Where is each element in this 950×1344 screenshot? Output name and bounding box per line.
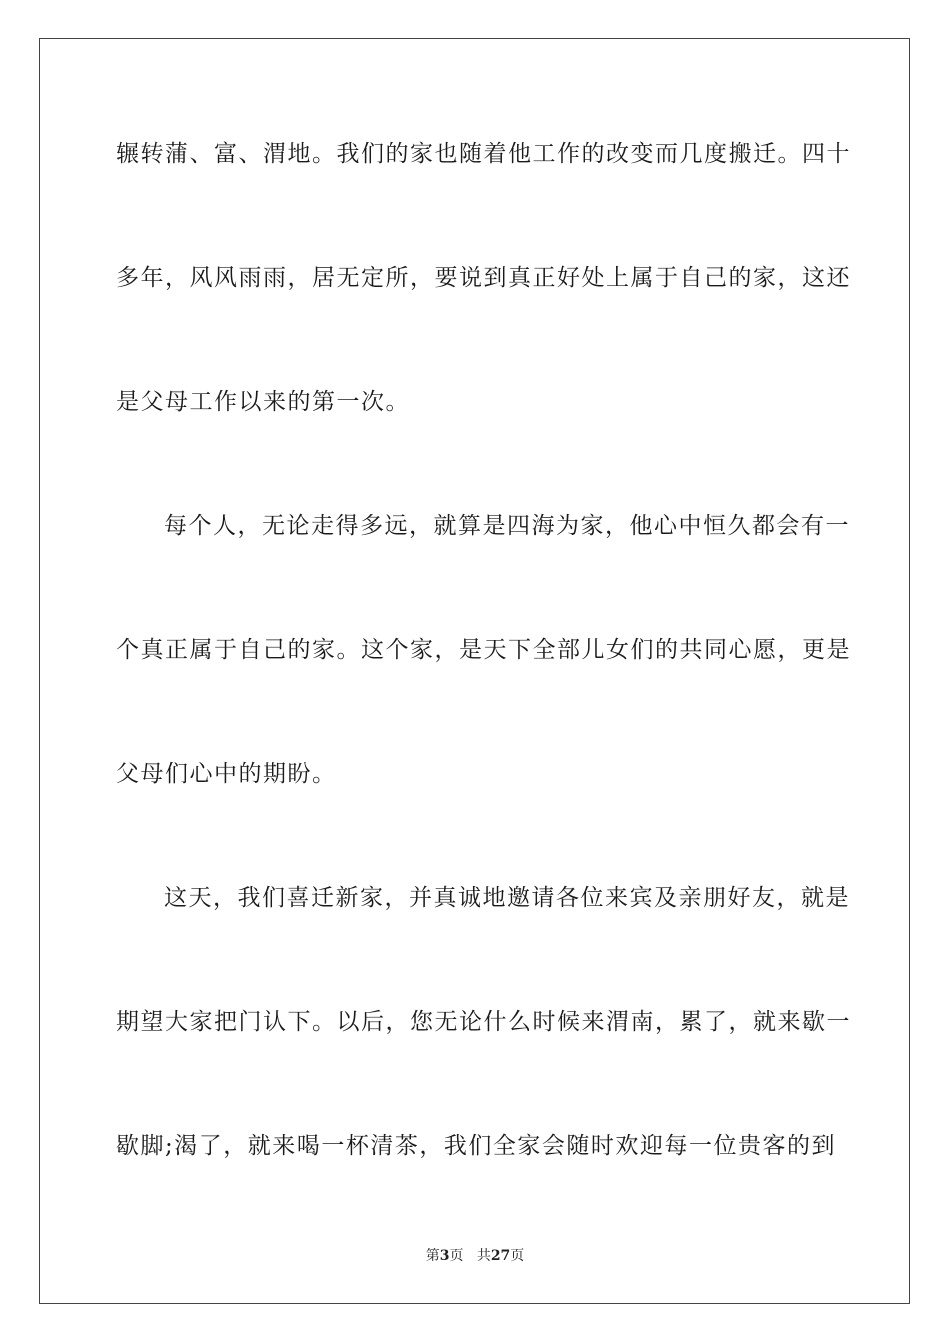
body-text-line: 多年，风风雨雨，居无定所，要说到真正好处上属于自己的家，这还	[116, 265, 851, 291]
footer-total-suffix: 页	[510, 1248, 525, 1264]
paragraph-first-line: 这天，我们喜迁新家，并真诚地邀请各位来宾及亲朋好友，就是	[164, 885, 850, 911]
body-text-line: 父母们心中的期盼。	[116, 761, 337, 787]
body-text-line: 辗转蒲、富、渭地。我们的家也随着他工作的改变而几度搬迁。四十	[116, 141, 851, 167]
footer-total-pages: 27	[490, 1248, 511, 1264]
body-text-line: 歇脚;渴了，就来喝一杯清茶，我们全家会随时欢迎每一位贵客的到	[116, 1133, 836, 1159]
body-text-line: 是父母工作以来的第一次。	[116, 389, 410, 415]
footer-total-prefix: 共	[476, 1248, 491, 1264]
body-text-line: 个真正属于自己的家。这个家，是天下全部儿女们的共同心愿，更是	[116, 637, 851, 663]
footer-page-prefix: 第	[425, 1248, 440, 1264]
page-footer	[0, 1247, 950, 1265]
footer-page-number: 3	[439, 1248, 450, 1264]
paragraph-first-line: 每个人，无论走得多远，就算是四海为家，他心中恒久都会有一	[164, 513, 850, 539]
footer-page-suffix: 页	[449, 1248, 464, 1264]
body-text-line: 期望大家把门认下。以后，您无论什么时候来渭南，累了，就来歇一	[116, 1009, 851, 1035]
page-border	[39, 38, 910, 1304]
